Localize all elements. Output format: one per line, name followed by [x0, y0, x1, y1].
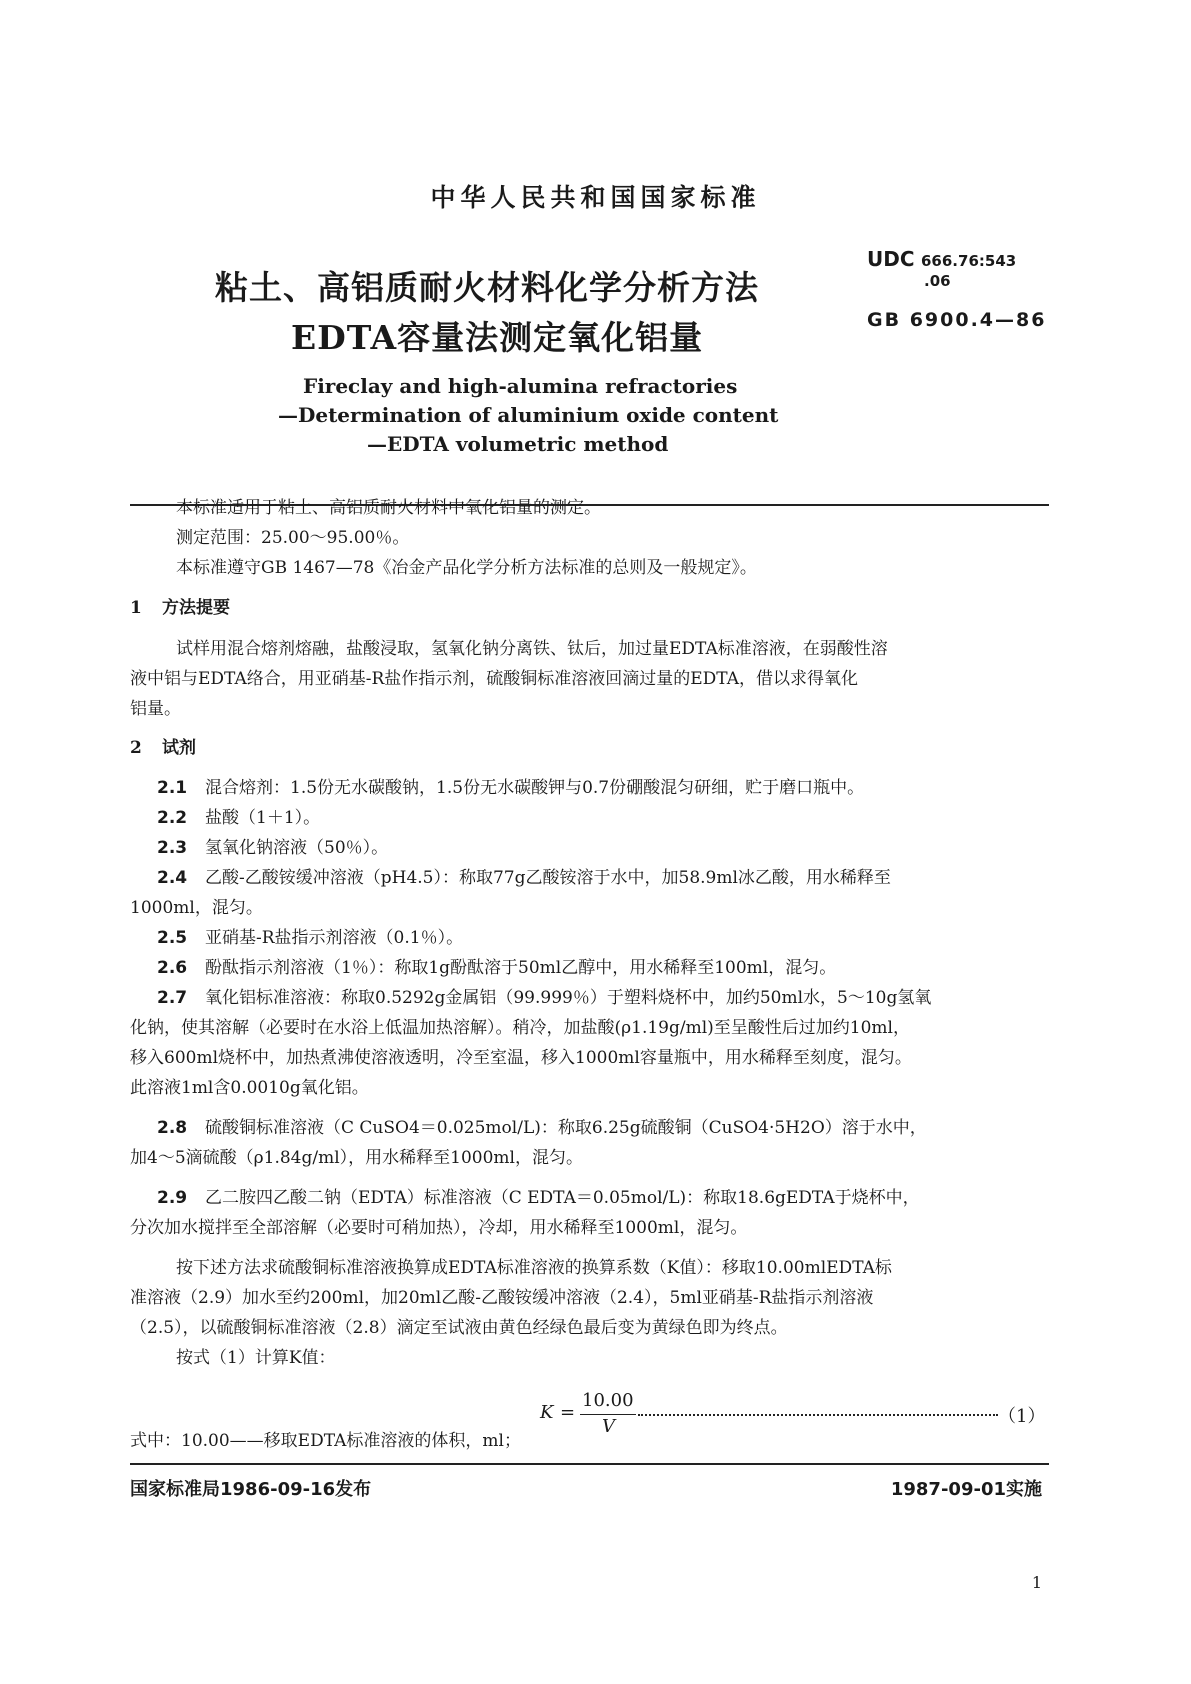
item-2-8 — [157, 1113, 927, 1143]
intro-line-3: 本标准遵守GB 1467—78《冶金产品化学分析方法标准的总则及一般规定》。 — [176, 558, 757, 578]
intro-line-1: 本标准适用于粘土、高铝质耐火材料中氧化铝量的测定。 — [176, 498, 601, 518]
item-2-9 — [157, 1183, 920, 1213]
item-number: 2.1 — [157, 778, 188, 798]
section-2-heading — [130, 733, 196, 763]
equation-number: （1） — [998, 1406, 1046, 1427]
item-text: 盐酸（1＋1）。 — [205, 808, 321, 828]
k-paragraph-line-1: 按下述方法求硫酸铜标准溶液换算成EDTA标准溶液的换算系数（K值）：移取10.00mlEDTA标 — [176, 1258, 892, 1278]
item-2-7-cont-2: 移入600ml烧杯中，加热煮沸使溶液透明，冷至室温，移入1000ml容量瓶中，用水稀释至刻度，混匀。 — [130, 1048, 912, 1068]
section-1-heading — [130, 593, 230, 623]
title-chinese-line2: EDTA容量法测定氧化铝量 — [291, 318, 704, 357]
page-number: 1 — [1031, 1573, 1042, 1592]
k-paragraph-line-3: （2.5），以硫酸铜标准溶液（2.8）滴定至试液由黄色经绿色最后变为黄绿色即为终点。 — [130, 1318, 788, 1338]
item-text: 氧化铝标准溶液：称取0.5292g金属铝（99.999％）于塑料烧杯中，加约50ml水，5～10g氢氧 — [205, 988, 932, 1008]
item-text: 硫酸铜标准溶液（C CuSO4＝0.025mol/L)：称取6.25g硫酸铜（CuSO4·5H2O）溶于水中， — [205, 1118, 927, 1138]
formula-numerator: 10.00 — [582, 1390, 634, 1411]
effective-date: 1987-09-01实施 — [890, 1479, 1042, 1500]
item-2-5 — [157, 923, 463, 953]
item-2-3 — [157, 833, 388, 863]
fraction-bar — [580, 1414, 636, 1415]
item-text: 混合熔剂：1.5份无水碳酸钠，1.5份无水碳酸钾与0.7份硼酸混匀研细，贮于磨口瓶中。 — [205, 778, 865, 798]
item-2-7 — [157, 983, 931, 1013]
item-2-7-cont-1: 化钠，使其溶解（必要时在水浴上低温加热溶解）。稍冷，加盐酸(ρ1.19g/ml)至呈酸性后过加约10ml， — [130, 1018, 910, 1038]
formula-intro: 按式（1）计算K值： — [176, 1348, 336, 1368]
item-text: 亚硝基-R盐指示剂溶液（0.1％）。 — [205, 928, 464, 948]
standard-name: 中华人民共和国国家标准 — [430, 183, 761, 212]
title-english-line1: Fireclay and high-alumina refractories — [303, 374, 738, 398]
section-1-number: 1 — [130, 598, 142, 618]
section-1-title: 方法提要 — [162, 598, 230, 618]
item-2-4-cont: 1000ml，混匀。 — [130, 898, 263, 918]
section-1-line-1: 试样用混合熔剂熔融，盐酸浸取，氢氧化钠分离铁、钛后，加过量EDTA标准溶液，在弱酸性溶 — [176, 639, 888, 659]
item-text: 氢氧化钠溶液（50％）。 — [205, 838, 389, 858]
section-1-line-2: 液中铝与EDTA络合，用亚硝基-R盐作指示剂，硫酸铜标准溶液回滴过量的EDTA，借以求得氧化 — [130, 669, 858, 689]
item-number: 2.4 — [157, 868, 188, 888]
title-english-line2: —Determination of aluminium oxide content — [278, 403, 779, 427]
item-text: 乙二胺四乙酸二钠（EDTA）标准溶液（C EDTA＝0.05mol/L)：称取18.6gEDTA于烧杯中， — [205, 1188, 920, 1208]
item-number: 2.2 — [157, 808, 188, 828]
udc-number-line2: .06 — [924, 272, 951, 290]
item-text: 乙酸-乙酸铵缓冲溶液（pH4.5）：称取77g乙酸铵溶于水中，加58.9ml冰乙酸，用水稀释至 — [205, 868, 891, 888]
gb-code: GB 6900.4—86 — [867, 309, 1047, 331]
formula-k — [540, 1390, 1046, 1440]
item-2-9-cont: 分次加水搅拌至全部溶解（必要时可稍加热），冷却，用水稀释至1000ml，混匀。 — [130, 1218, 748, 1238]
item-2-4 — [157, 863, 891, 893]
item-2-8-cont: 加4～5滴硫酸（ρ1.84g/ml），用水稀释至1000ml，混匀。 — [130, 1148, 583, 1168]
item-number: 2.5 — [157, 928, 188, 948]
issued-date: 国家标准局1986-09-16发布 — [130, 1479, 372, 1500]
section-2-title: 试剂 — [162, 738, 196, 758]
item-2-2 — [157, 803, 320, 833]
section-1-line-3: 铝量。 — [130, 699, 181, 719]
title-english-line3: —EDTA volumetric method — [367, 432, 669, 456]
formula-denominator: V — [602, 1416, 615, 1437]
udc-number-line1: 666.76:543 — [921, 252, 1017, 270]
item-text: 酚酞指示剂溶液（1％）：称取1g酚酞溶于50ml乙醇中，用水稀释至100ml，混匀。 — [205, 958, 837, 978]
udc-label: UDC — [867, 247, 915, 271]
item-2-7-cont-3: 此溶液1ml含0.0010g氧化铝。 — [130, 1078, 369, 1098]
k-paragraph-line-2: 准溶液（2.9）加水至约200ml，加20ml乙酸-乙酸铵缓冲溶液（2.4），5ml亚硝基-R盐指示剂溶液 — [130, 1288, 874, 1308]
item-number: 2.6 — [157, 958, 188, 978]
item-number: 2.8 — [157, 1118, 188, 1138]
item-number: 2.9 — [157, 1188, 188, 1208]
formula-equals: = — [560, 1402, 576, 1423]
formula-lhs: K — [540, 1402, 554, 1423]
title-chinese-line1: 粘土、高铝质耐火材料化学分析方法 — [215, 268, 759, 307]
intro-line-2: 测定范围：25.00～95.00％。 — [176, 528, 410, 548]
item-number: 2.7 — [157, 988, 188, 1008]
section-2-number: 2 — [130, 738, 142, 758]
item-number: 2.3 — [157, 838, 188, 858]
where-line: 式中：10.00——移取EDTA标准溶液的体积，ml； — [130, 1431, 521, 1451]
bottom-divider — [130, 1463, 1049, 1465]
leader-dots — [638, 1400, 998, 1416]
item-2-6 — [157, 953, 836, 983]
item-2-1 — [157, 773, 864, 803]
